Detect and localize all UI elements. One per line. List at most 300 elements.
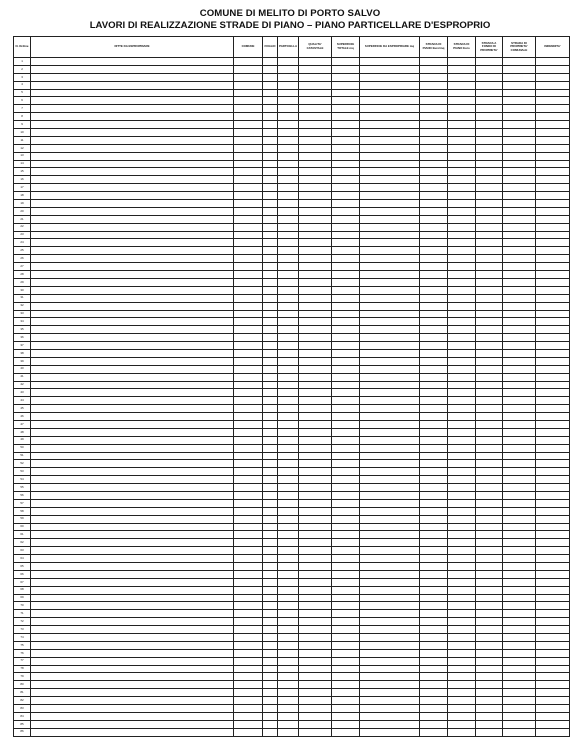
table-row — [14, 255, 570, 263]
cell-n: 70 — [14, 602, 31, 610]
cell-n: 9 — [14, 121, 31, 129]
cell-particella — [278, 697, 299, 705]
cell-n: 5 — [14, 89, 31, 97]
cell-strada-proprieta — [503, 570, 536, 578]
cell-qualita — [299, 555, 332, 563]
cell-indennita — [536, 705, 570, 713]
cell-strada-fondo — [476, 460, 503, 468]
cell-strada-fondo — [476, 129, 503, 137]
table-row — [14, 697, 570, 705]
cell-ditta — [31, 129, 234, 137]
cell-n: 28 — [14, 271, 31, 279]
cell-indennita — [536, 697, 570, 705]
cell-strada-fondo — [476, 499, 503, 507]
cell-indennita — [536, 58, 570, 66]
cell-comune — [234, 207, 263, 215]
cell-indennita — [536, 602, 570, 610]
cell-foglio — [263, 673, 278, 681]
cell-ditta — [31, 176, 234, 184]
cell-ditta — [31, 168, 234, 176]
cell-strada-proprieta — [503, 334, 536, 342]
cell-indennita-mq — [420, 523, 448, 531]
cell-superficie-esproprio — [360, 58, 420, 66]
cell-ditta — [31, 215, 234, 223]
cell-qualita — [299, 578, 332, 586]
cell-particella — [278, 263, 299, 271]
cell-qualita — [299, 570, 332, 578]
cell-n: 69 — [14, 594, 31, 602]
cell-n: 36 — [14, 334, 31, 342]
cell-indennita-mq — [420, 507, 448, 515]
cell-strada-fondo — [476, 618, 503, 626]
cell-indennita — [536, 413, 570, 421]
cell-qualita — [299, 444, 332, 452]
cell-indennita-mq — [420, 271, 448, 279]
cell-comune — [234, 499, 263, 507]
cell-strada-fondo — [476, 389, 503, 397]
cell-comune — [234, 278, 263, 286]
cell-superficie-totale — [332, 634, 360, 642]
cell-ditta — [31, 413, 234, 421]
cell-comune — [234, 484, 263, 492]
cell-strada-proprieta — [503, 428, 536, 436]
cell-indennita-mq — [420, 665, 448, 673]
cell-indennita-totale — [448, 129, 476, 137]
cell-particella — [278, 491, 299, 499]
cell-indennita-totale — [448, 531, 476, 539]
cell-indennita-mq — [420, 144, 448, 152]
cell-indennita-mq — [420, 381, 448, 389]
cell-superficie-esproprio — [360, 97, 420, 105]
cell-indennita-totale — [448, 673, 476, 681]
cell-qualita — [299, 152, 332, 160]
cell-superficie-totale — [332, 136, 360, 144]
cell-n: 83 — [14, 705, 31, 713]
cell-indennita — [536, 318, 570, 326]
cell-strada-fondo — [476, 318, 503, 326]
cell-indennita-mq — [420, 712, 448, 720]
cell-superficie-esproprio — [360, 389, 420, 397]
cell-qualita — [299, 515, 332, 523]
cell-qualita — [299, 58, 332, 66]
cell-superficie-totale — [332, 484, 360, 492]
cell-strada-proprieta — [503, 215, 536, 223]
cell-comune — [234, 634, 263, 642]
table-row — [14, 436, 570, 444]
cell-foglio — [263, 563, 278, 571]
cell-superficie-esproprio — [360, 129, 420, 137]
cell-strada-fondo — [476, 626, 503, 634]
cell-ditta — [31, 665, 234, 673]
cell-strada-proprieta — [503, 255, 536, 263]
cell-ditta — [31, 539, 234, 547]
table-row — [14, 468, 570, 476]
cell-particella — [278, 215, 299, 223]
cell-strada-proprieta — [503, 436, 536, 444]
cell-strada-fondo — [476, 278, 503, 286]
cell-comune — [234, 689, 263, 697]
cell-indennita — [536, 349, 570, 357]
cell-indennita — [536, 310, 570, 318]
cell-foglio — [263, 113, 278, 121]
cell-ditta — [31, 610, 234, 618]
cell-strada-proprieta — [503, 381, 536, 389]
cell-superficie-totale — [332, 641, 360, 649]
cell-particella — [278, 105, 299, 113]
cell-indennita — [536, 484, 570, 492]
cell-superficie-esproprio — [360, 176, 420, 184]
cell-strada-proprieta — [503, 207, 536, 215]
cell-indennita — [536, 610, 570, 618]
cell-foglio — [263, 460, 278, 468]
cell-comune — [234, 728, 263, 736]
table-row — [14, 420, 570, 428]
cell-strada-proprieta — [503, 515, 536, 523]
cell-comune — [234, 697, 263, 705]
cell-strada-proprieta — [503, 539, 536, 547]
cell-particella — [278, 673, 299, 681]
cell-indennita-totale — [448, 649, 476, 657]
cell-qualita — [299, 594, 332, 602]
cell-qualita — [299, 657, 332, 665]
cell-indennita — [536, 578, 570, 586]
cell-superficie-totale — [332, 365, 360, 373]
cell-ditta — [31, 73, 234, 81]
cell-indennita-totale — [448, 578, 476, 586]
cell-indennita-totale — [448, 286, 476, 294]
cell-superficie-esproprio — [360, 215, 420, 223]
cell-indennita — [536, 649, 570, 657]
cell-superficie-esproprio — [360, 397, 420, 405]
cell-indennita — [536, 152, 570, 160]
cell-ditta — [31, 136, 234, 144]
col-header-comune: COMUNE — [234, 37, 263, 58]
cell-strada-fondo — [476, 65, 503, 73]
cell-strada-proprieta — [503, 200, 536, 208]
cell-ditta — [31, 484, 234, 492]
cell-indennita-totale — [448, 160, 476, 168]
cell-strada-proprieta — [503, 294, 536, 302]
table-row — [14, 310, 570, 318]
cell-superficie-esproprio — [360, 657, 420, 665]
cell-indennita-mq — [420, 413, 448, 421]
cell-superficie-totale — [332, 81, 360, 89]
cell-indennita — [536, 302, 570, 310]
cell-n: 48 — [14, 428, 31, 436]
col-header-indennita-totale: STRADA DI PIANO Euro — [448, 37, 476, 58]
cell-indennita-totale — [448, 720, 476, 728]
table-row — [14, 578, 570, 586]
cell-superficie-totale — [332, 223, 360, 231]
cell-foglio — [263, 349, 278, 357]
cell-superficie-esproprio — [360, 349, 420, 357]
cell-strada-fondo — [476, 507, 503, 515]
cell-n: 77 — [14, 657, 31, 665]
cell-qualita — [299, 539, 332, 547]
table-row — [14, 452, 570, 460]
cell-indennita — [536, 428, 570, 436]
cell-strada-fondo — [476, 176, 503, 184]
table-row — [14, 223, 570, 231]
cell-indennita — [536, 365, 570, 373]
cell-strada-proprieta — [503, 499, 536, 507]
cell-strada-fondo — [476, 720, 503, 728]
cell-superficie-totale — [332, 618, 360, 626]
cell-comune — [234, 444, 263, 452]
cell-superficie-totale — [332, 105, 360, 113]
cell-n: 71 — [14, 610, 31, 618]
cell-ditta — [31, 468, 234, 476]
cell-indennita — [536, 499, 570, 507]
cell-strada-proprieta — [503, 563, 536, 571]
table-row — [14, 89, 570, 97]
cell-superficie-esproprio — [360, 342, 420, 350]
cell-particella — [278, 720, 299, 728]
cell-indennita-mq — [420, 105, 448, 113]
cell-indennita-mq — [420, 184, 448, 192]
cell-foglio — [263, 507, 278, 515]
cell-particella — [278, 641, 299, 649]
cell-strada-fondo — [476, 81, 503, 89]
cell-superficie-totale — [332, 129, 360, 137]
cell-indennita-totale — [448, 712, 476, 720]
cell-ditta — [31, 97, 234, 105]
table-row — [14, 136, 570, 144]
cell-indennita-mq — [420, 160, 448, 168]
cell-superficie-esproprio — [360, 160, 420, 168]
cell-superficie-esproprio — [360, 318, 420, 326]
cell-strada-fondo — [476, 649, 503, 657]
cell-superficie-totale — [332, 728, 360, 736]
cell-indennita-mq — [420, 129, 448, 137]
cell-superficie-esproprio — [360, 602, 420, 610]
cell-ditta — [31, 271, 234, 279]
cell-superficie-esproprio — [360, 73, 420, 81]
cell-indennita — [536, 65, 570, 73]
cell-indennita — [536, 223, 570, 231]
col-header-strada-fondo: STRADA A FONDO DI PROPRIETA' — [476, 37, 503, 58]
cell-comune — [234, 555, 263, 563]
cell-strada-fondo — [476, 476, 503, 484]
cell-superficie-totale — [332, 192, 360, 200]
cell-strada-fondo — [476, 223, 503, 231]
cell-foglio — [263, 444, 278, 452]
cell-qualita — [299, 712, 332, 720]
cell-strada-proprieta — [503, 634, 536, 642]
table-row — [14, 531, 570, 539]
cell-n: 45 — [14, 405, 31, 413]
cell-n: 59 — [14, 515, 31, 523]
cell-ditta — [31, 89, 234, 97]
table-row — [14, 618, 570, 626]
cell-strada-fondo — [476, 563, 503, 571]
cell-indennita — [536, 105, 570, 113]
cell-strada-fondo — [476, 673, 503, 681]
cell-indennita — [536, 555, 570, 563]
cell-superficie-totale — [332, 207, 360, 215]
cell-comune — [234, 168, 263, 176]
cell-n: 85 — [14, 720, 31, 728]
cell-qualita — [299, 618, 332, 626]
cell-indennita-mq — [420, 594, 448, 602]
cell-indennita-mq — [420, 420, 448, 428]
cell-particella — [278, 365, 299, 373]
cell-comune — [234, 413, 263, 421]
cell-strada-proprieta — [503, 594, 536, 602]
cell-n: 67 — [14, 578, 31, 586]
cell-superficie-esproprio — [360, 420, 420, 428]
cell-indennita-totale — [448, 420, 476, 428]
cell-strada-fondo — [476, 263, 503, 271]
cell-superficie-totale — [332, 65, 360, 73]
cell-comune — [234, 152, 263, 160]
table-row — [14, 681, 570, 689]
cell-indennita-totale — [448, 89, 476, 97]
cell-superficie-totale — [332, 215, 360, 223]
cell-n: 42 — [14, 381, 31, 389]
cell-indennita-mq — [420, 89, 448, 97]
cell-strada-fondo — [476, 302, 503, 310]
cell-qualita — [299, 649, 332, 657]
cell-indennita-totale — [448, 97, 476, 105]
cell-n: 22 — [14, 223, 31, 231]
table-row — [14, 594, 570, 602]
cell-superficie-esproprio — [360, 113, 420, 121]
cell-foglio — [263, 420, 278, 428]
cell-strada-proprieta — [503, 168, 536, 176]
cell-particella — [278, 271, 299, 279]
cell-foglio — [263, 286, 278, 294]
cell-n: 29 — [14, 278, 31, 286]
cell-strada-proprieta — [503, 484, 536, 492]
cell-strada-fondo — [476, 192, 503, 200]
cell-indennita-totale — [448, 594, 476, 602]
cell-indennita-totale — [448, 547, 476, 555]
cell-indennita-mq — [420, 586, 448, 594]
cell-comune — [234, 428, 263, 436]
cell-indennita-mq — [420, 365, 448, 373]
cell-foglio — [263, 263, 278, 271]
cell-comune — [234, 89, 263, 97]
cell-qualita — [299, 223, 332, 231]
cell-indennita — [536, 129, 570, 137]
cell-indennita-totale — [448, 570, 476, 578]
cell-ditta — [31, 373, 234, 381]
cell-particella — [278, 310, 299, 318]
cell-superficie-totale — [332, 381, 360, 389]
cell-superficie-esproprio — [360, 121, 420, 129]
cell-superficie-totale — [332, 499, 360, 507]
table-row — [14, 168, 570, 176]
cell-strada-fondo — [476, 578, 503, 586]
cell-indennita-totale — [448, 491, 476, 499]
cell-indennita-mq — [420, 555, 448, 563]
cell-indennita-mq — [420, 255, 448, 263]
cell-comune — [234, 223, 263, 231]
cell-n: 6 — [14, 97, 31, 105]
cell-superficie-totale — [332, 665, 360, 673]
cell-superficie-totale — [332, 507, 360, 515]
cell-qualita — [299, 239, 332, 247]
cell-strada-fondo — [476, 160, 503, 168]
cell-comune — [234, 673, 263, 681]
cell-foglio — [263, 531, 278, 539]
cell-indennita — [536, 215, 570, 223]
cell-indennita-totale — [448, 310, 476, 318]
cell-indennita — [536, 200, 570, 208]
table-row — [14, 405, 570, 413]
cell-particella — [278, 523, 299, 531]
cell-superficie-esproprio — [360, 373, 420, 381]
cell-n: 4 — [14, 81, 31, 89]
cell-indennita-mq — [420, 318, 448, 326]
table-row — [14, 413, 570, 421]
cell-foglio — [263, 602, 278, 610]
cell-indennita — [536, 326, 570, 334]
cell-indennita-totale — [448, 81, 476, 89]
cell-n: 51 — [14, 452, 31, 460]
cell-ditta — [31, 626, 234, 634]
cell-indennita — [536, 594, 570, 602]
cell-indennita-totale — [448, 136, 476, 144]
cell-indennita-totale — [448, 618, 476, 626]
cell-superficie-esproprio — [360, 405, 420, 413]
cell-strada-fondo — [476, 105, 503, 113]
cell-superficie-esproprio — [360, 641, 420, 649]
cell-qualita — [299, 563, 332, 571]
cell-strada-proprieta — [503, 144, 536, 152]
table-row — [14, 484, 570, 492]
cell-foglio — [263, 121, 278, 129]
cell-indennita-totale — [448, 523, 476, 531]
cell-indennita — [536, 192, 570, 200]
cell-superficie-esproprio — [360, 594, 420, 602]
cell-indennita-totale — [448, 302, 476, 310]
cell-strada-proprieta — [503, 712, 536, 720]
cell-superficie-totale — [332, 357, 360, 365]
cell-indennita-mq — [420, 113, 448, 121]
cell-particella — [278, 381, 299, 389]
cell-superficie-esproprio — [360, 105, 420, 113]
cell-foglio — [263, 570, 278, 578]
cell-foglio — [263, 231, 278, 239]
cell-superficie-esproprio — [360, 184, 420, 192]
cell-ditta — [31, 200, 234, 208]
cell-strada-fondo — [476, 239, 503, 247]
cell-strada-fondo — [476, 428, 503, 436]
cell-n: 60 — [14, 523, 31, 531]
cell-comune — [234, 310, 263, 318]
cell-indennita-mq — [420, 168, 448, 176]
cell-n: 73 — [14, 626, 31, 634]
cell-particella — [278, 286, 299, 294]
cell-particella — [278, 239, 299, 247]
cell-strada-fondo — [476, 310, 503, 318]
cell-n: 23 — [14, 231, 31, 239]
table-header-row — [14, 37, 570, 58]
cell-indennita-mq — [420, 444, 448, 452]
cell-strada-fondo — [476, 594, 503, 602]
table-row — [14, 239, 570, 247]
table-row — [14, 499, 570, 507]
cell-indennita-totale — [448, 294, 476, 302]
table-row — [14, 247, 570, 255]
cell-particella — [278, 373, 299, 381]
cell-indennita-totale — [448, 278, 476, 286]
cell-strada-fondo — [476, 452, 503, 460]
cell-indennita-mq — [420, 641, 448, 649]
cell-strada-proprieta — [503, 97, 536, 105]
